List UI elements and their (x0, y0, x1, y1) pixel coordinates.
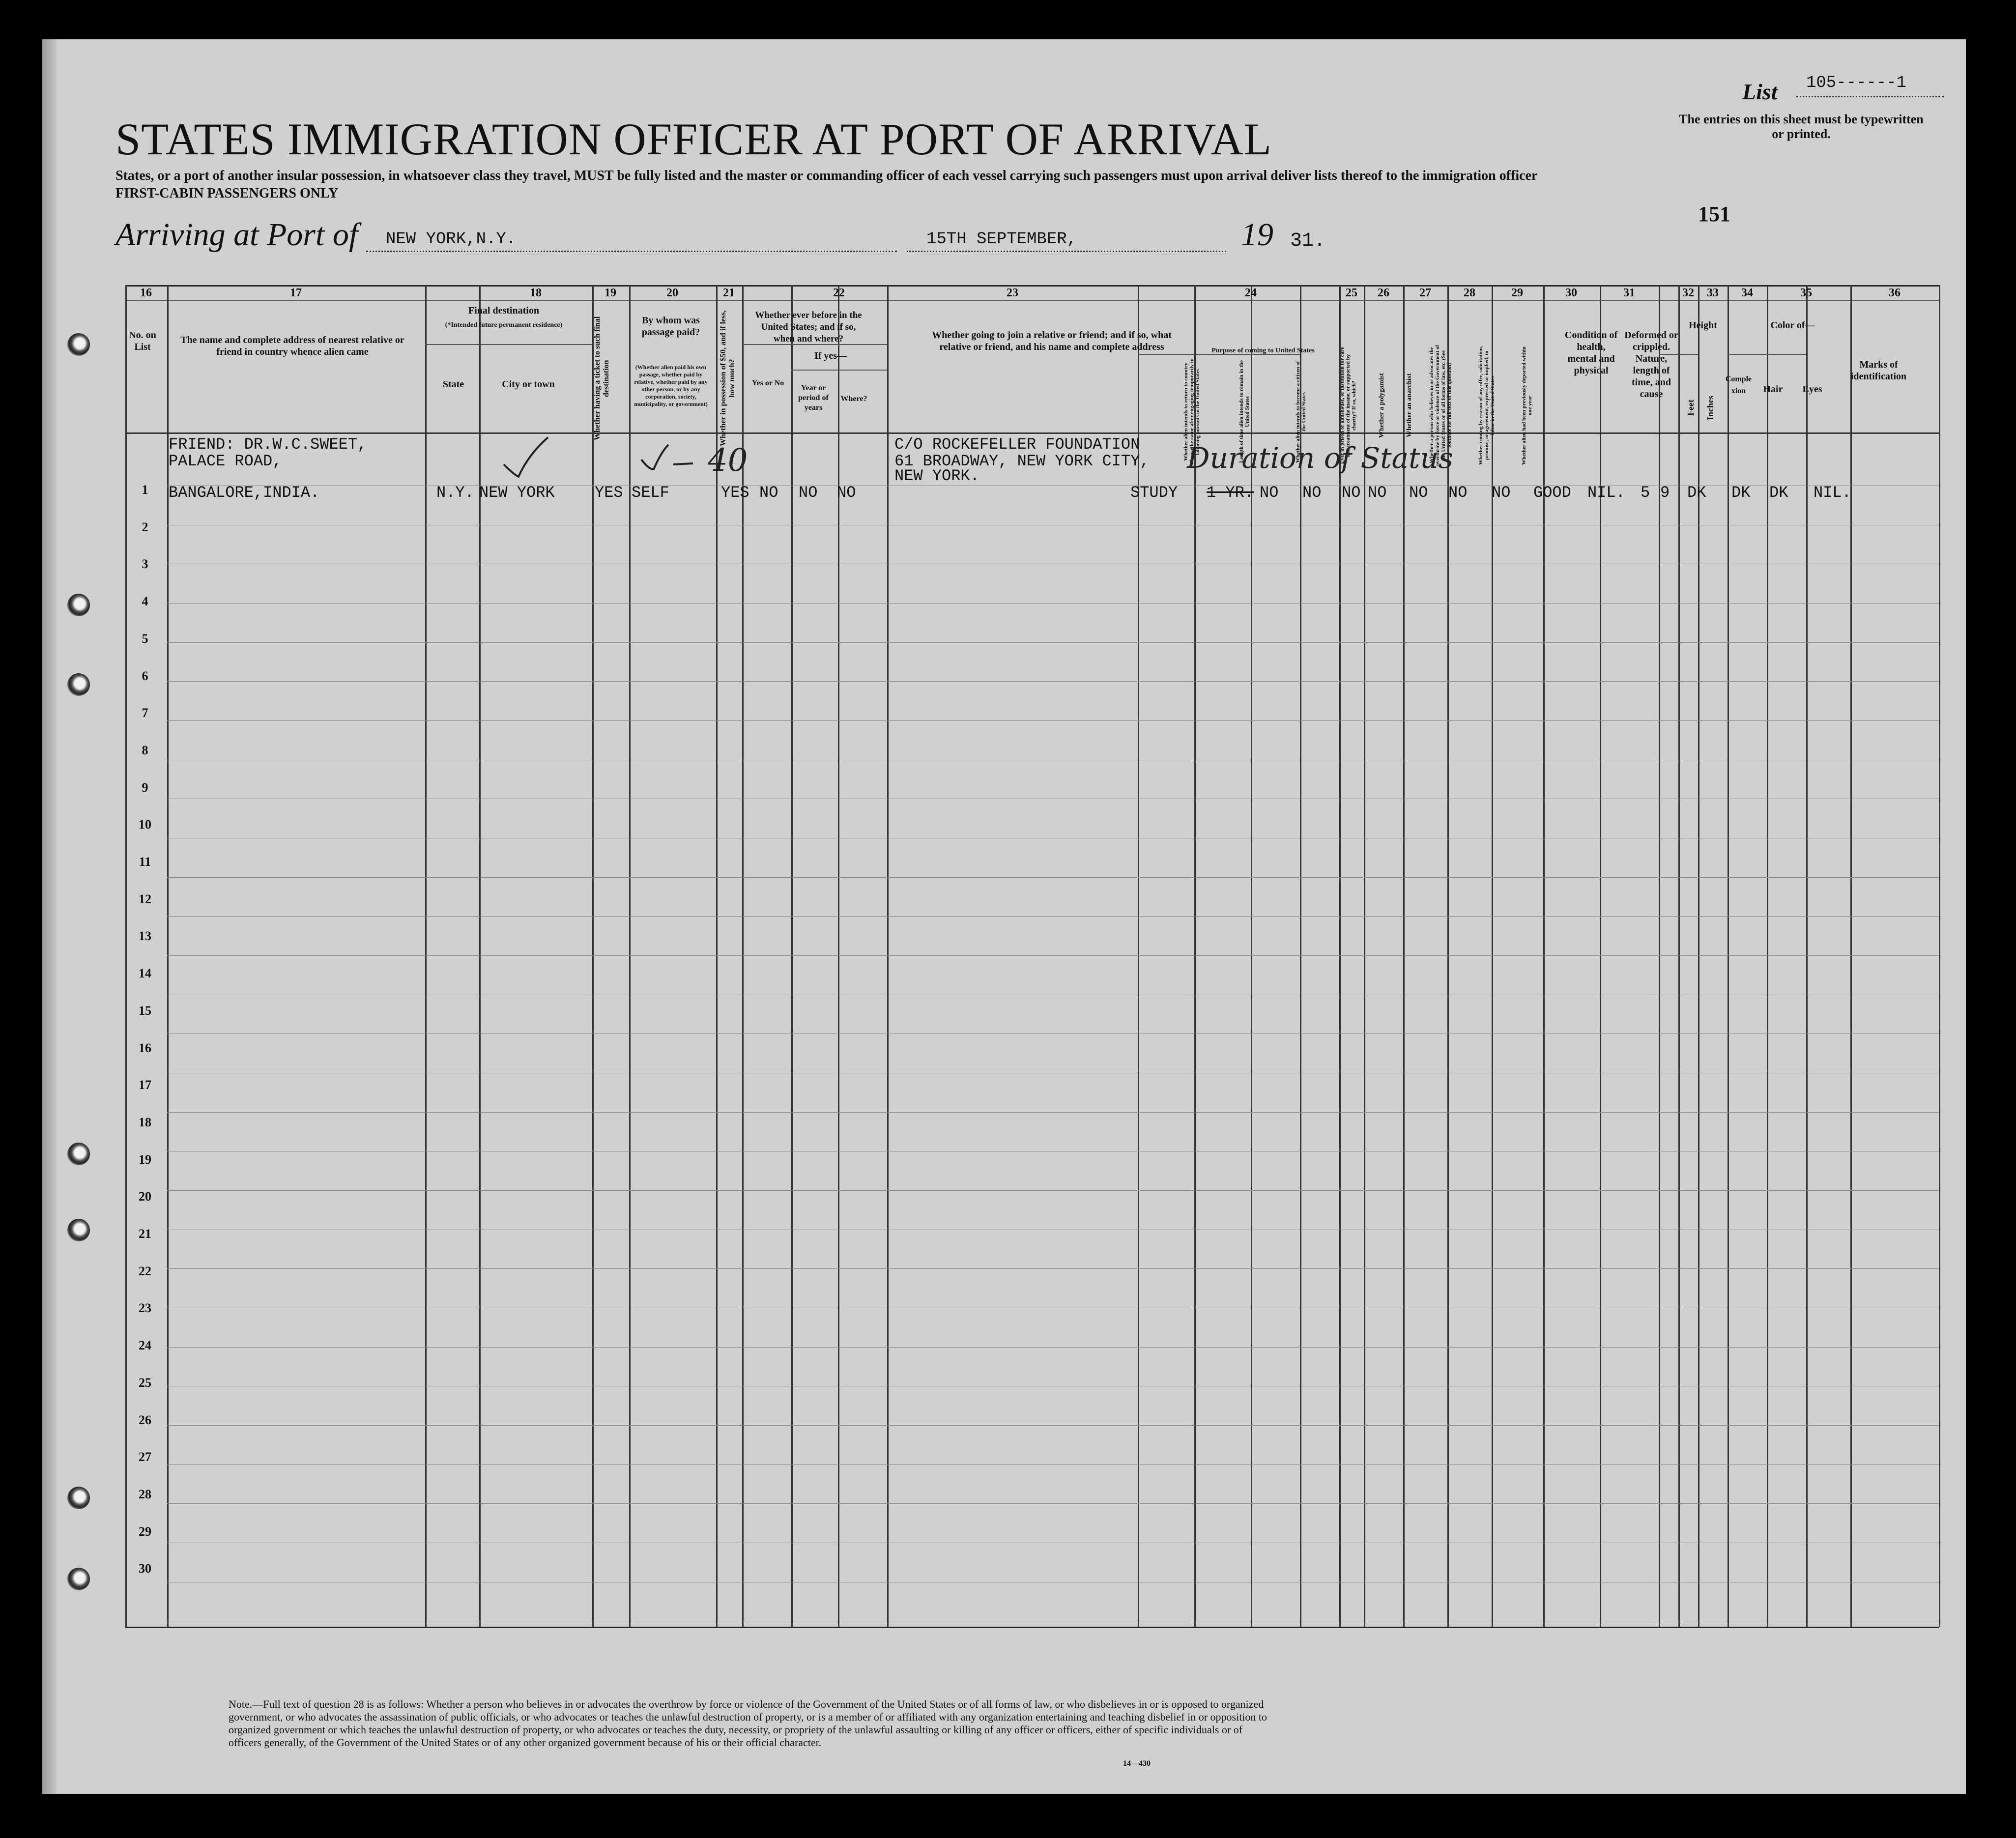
date-value: 15TH SEPTEMBER, (926, 230, 1077, 249)
entry-before-where: NO (837, 484, 856, 502)
row-number: 19 (139, 1152, 151, 1167)
entry-money-handwritten: 40 (708, 442, 748, 479)
row-number: 18 (139, 1115, 151, 1129)
entry-paid-by: SELF (632, 484, 669, 502)
year-prefix: 19 (1241, 217, 1273, 253)
entry-hair: DK (1731, 484, 1751, 502)
header-overthrow: Whether a person who believes in or advocates the overthrow by force or violence of the Government of the United States or of all forms of law, etc. (See footnote for full text of this question) (1429, 345, 1452, 466)
sheet-note: The entries on this sheet must be typewritten or printed. (1679, 112, 1924, 141)
entry-inches: 9 (1660, 484, 1670, 502)
grid-subheader-line (425, 344, 592, 345)
grid-row-line (167, 1347, 1939, 1348)
header-final-destination: Final destination (468, 305, 539, 316)
entry-joining-line2: 61 BROADWAY, NEW YORK CITY, (894, 452, 1150, 470)
row-number: 29 (139, 1524, 151, 1539)
entry-before-year: NO (799, 484, 818, 502)
date-line (907, 251, 1226, 252)
row-number: 20 (139, 1189, 151, 1204)
header-contract: Whether coming by reason of any offer, solicitation, promise, or agreement, expressed or implied, to labor in the United States (1478, 345, 1496, 465)
entry-money: YES (721, 484, 749, 502)
entry-before-yes-no: NO (759, 484, 778, 502)
row-number: 4 (142, 594, 148, 608)
port-value: NEW YORK,N.Y. (386, 230, 517, 249)
header-ticket: Whether having a ticket to such final destination (593, 316, 610, 441)
list-line (1796, 96, 1944, 97)
row-number: 17 (139, 1078, 151, 1092)
column-number: 28 (1464, 287, 1475, 299)
row-number: 9 (142, 780, 148, 795)
column-number: 23 (1007, 287, 1018, 299)
entry-purpose-length: 1 YR. (1207, 484, 1254, 502)
header-relative-address: The name and complete address of nearest relative or friend in country whence alien came (180, 335, 404, 357)
row-number: 16 (139, 1041, 151, 1055)
grid-column-line (1939, 285, 1940, 1627)
column-number: 34 (1741, 287, 1753, 299)
header-height: Height (1689, 320, 1717, 331)
header-joining: Whether going to join a relative or friend; and if so, what relative or friend, and his name and complete address (932, 330, 1172, 352)
grid-top-line (125, 285, 1939, 287)
grid-subheader-line (1728, 354, 1806, 355)
binder-hole (67, 1487, 90, 1509)
header-final-destination-note: (*Intended future permanent residence) (445, 321, 563, 329)
header-money: Whether in possession of $50, and if less, how much? (719, 310, 736, 447)
binder-hole (67, 1568, 90, 1590)
column-number: 18 (530, 287, 542, 299)
column-number: 16 (140, 287, 152, 299)
header-before-in-us: Whether ever before in the United States; and if so, when and where? (755, 310, 862, 344)
binder-hole (67, 1143, 90, 1165)
check-mark (499, 435, 553, 479)
header-prison: Ever in prison or almshouse, or institution for care and treatment of the insane, or supported by charity? If so, which? (1339, 347, 1357, 464)
header-hair: Hair (1763, 384, 1783, 395)
grid-row-line (167, 1112, 1939, 1113)
row-number: 23 (139, 1301, 151, 1315)
entry-purpose-citizen: NO (1260, 484, 1279, 502)
header-passage-paid: By whom was passage paid? (641, 315, 700, 338)
header-polygamist: Whether a polygamist (1378, 373, 1385, 438)
column-number: 32 (1682, 287, 1694, 299)
row-number: 28 (139, 1487, 151, 1501)
header-deformed: Deformed or crippled. Nature, length of time, and cause (1624, 330, 1678, 400)
row-number: 15 (139, 1004, 151, 1018)
column-number: 22 (833, 287, 845, 299)
grid-column-line (125, 285, 127, 1627)
entry-contract: NO (1448, 484, 1468, 502)
header-anarchist: Whether an anarchist (1406, 373, 1413, 438)
entry-relative-line2: PALACE ROAD, (169, 452, 282, 470)
row-number: 12 (139, 892, 151, 906)
column-number: 24 (1245, 287, 1257, 299)
header-purpose-citizen: Whether alien intends to become a citizen of the United States (1295, 361, 1307, 463)
column-number: 19 (605, 287, 616, 299)
header-city: City or town (502, 379, 555, 390)
grid-row-line (167, 916, 1939, 917)
grid-number-row-line (125, 300, 1939, 301)
entry-joining-line3: NEW YORK. (894, 467, 979, 485)
entry-polygamist: NO (1342, 484, 1361, 502)
entry-feet: 5 (1641, 484, 1650, 502)
entry-joining-line1: C/O ROCKEFELLER FOUNDATION (894, 435, 1140, 454)
binder-hole (67, 1219, 90, 1241)
instructions-text: States, or a port of another insular possession, in whatsoever class they travel, MUST be fully listed and the master or commanding officer of each vessel carrying such passengers must upon arrival deliver lists thereof to the immigration officer (115, 168, 1538, 183)
entry-purpose-return: STUDY (1130, 484, 1178, 502)
row-number: 11 (139, 855, 151, 869)
sheet-title: STATES IMMIGRATION OFFICER AT PORT OF ARRIVAL (115, 114, 1272, 164)
arriving-label: Arriving at Port of (115, 217, 358, 253)
entry-relative-line1: FRIEND: DR.W.C.SWEET, (169, 435, 367, 454)
row-number: 22 (139, 1264, 151, 1278)
header-yes-or-no: Yes or No (751, 379, 784, 387)
entry-complexion: DK (1687, 484, 1706, 502)
grid-header-bottom-line (125, 432, 1939, 434)
header-if-yes: If yes— (814, 350, 847, 361)
row-number: 8 (142, 743, 148, 757)
row-number: 30 (139, 1561, 151, 1576)
row-number: 25 (139, 1376, 151, 1390)
row-number: 21 (139, 1227, 151, 1241)
header-feet: Feet (1686, 400, 1696, 416)
page-number: 151 (1698, 202, 1730, 226)
grid-subheader-line (791, 370, 887, 371)
header-purpose-length: Length of time alien intends to remain in the United States (1238, 360, 1250, 463)
header-eyes: Eyes (1802, 384, 1822, 395)
grid-row-line (167, 955, 1939, 956)
header-state: State (442, 379, 464, 390)
header-no-on-list: No. on List (129, 330, 156, 352)
binder-hole (67, 673, 90, 696)
entry-overthrow: NO (1409, 484, 1428, 502)
class-note: FIRST-CABIN PASSENGERS ONLY (115, 186, 339, 201)
grid-row-line (167, 1190, 1939, 1191)
grid-row-line (167, 877, 1939, 878)
header-health: Condition of health, mental and physical (1564, 330, 1618, 376)
header-complexion: Complexion (1725, 375, 1752, 395)
header-where: Where? (840, 395, 867, 403)
row-number: 2 (142, 520, 148, 534)
header-passage-paid-note: (Whether alien paid his own passage, whether paid by relative, whether paid by any other person, or by any corporation, society, municipality, or government) (634, 364, 708, 407)
entry-city: NEW YORK (479, 484, 555, 502)
column-number: 36 (1889, 287, 1901, 299)
column-number: 21 (723, 287, 735, 299)
entry-relative-line3: BANGALORE,INDIA. (169, 484, 320, 502)
grid-row-line (167, 1425, 1939, 1426)
instructions (115, 167, 1737, 202)
list-label: List (1742, 79, 1778, 104)
row-number: 10 (139, 817, 151, 832)
entry-anarchist: NO (1368, 484, 1387, 502)
entry-ticket: YES (595, 484, 623, 502)
grid-row-line (167, 681, 1939, 682)
column-number: 33 (1707, 287, 1719, 299)
entry-prison: NO (1302, 484, 1322, 502)
row-number: 5 (142, 632, 148, 646)
row-number: 26 (139, 1413, 151, 1427)
row-number: 1 (142, 483, 148, 497)
row-number: 27 (139, 1450, 151, 1464)
entry-state: N.Y. (436, 484, 474, 502)
header-deported: Whether alien had been previously deported within one year (1521, 346, 1533, 465)
entry-deformed: NIL. (1587, 484, 1625, 502)
manifest-sheet (42, 39, 1966, 1794)
footnote: Note.—Full text of question 28 is as follows: Whether a person who believes in or advocates the overthrow by force or violence of the Government of the United States or of all forms of law, or who disbelieves in or is opposed to organized government, or who advocates the assassination of public officials, or who advocates or teaches the unlawful destruction of property, or is a member of or affiliated with any organization entertaining and teaching disbelief in or opposition to organized government or which teaches the unlawful destruction of property, or who advocates or teaches the duty, necessity, or propriety of the unlawful assaulting or killing of any officer or officers, either of specific individuals or of officers generally, of the Government of the United States or of any other organized government because of his or their official character. (229, 1698, 1267, 1749)
entry-eyes: DK (1769, 484, 1788, 502)
check-mark (639, 440, 698, 474)
row-number: 13 (139, 929, 151, 943)
binder-hole (67, 333, 90, 356)
row-number: 3 (142, 557, 148, 571)
row-number: 7 (142, 706, 148, 720)
grid-row-line (167, 1503, 1939, 1504)
column-number: 25 (1346, 287, 1357, 299)
entry-marks: NIL. (1814, 484, 1851, 502)
grid-row-line (167, 642, 1939, 643)
entry-length-handwritten: Duration of Status (1187, 441, 1453, 475)
grid-row-line (167, 720, 1939, 721)
header-year-period: Year or period of years (798, 384, 829, 412)
form-code: 14—430 (1123, 1759, 1151, 1768)
column-number: 31 (1623, 287, 1635, 299)
row-number: 6 (142, 669, 148, 683)
list-value: 105------1 (1806, 74, 1907, 92)
header-purpose-return: Whether alien intends to return to country whence he came after engaging temporarily in laboring pursuits in the United States (1183, 358, 1201, 465)
page-edge (42, 39, 57, 1794)
column-number: 27 (1419, 287, 1431, 299)
column-number: 29 (1511, 287, 1523, 299)
row-number: 14 (139, 966, 151, 980)
entry-health: GOOD (1533, 484, 1571, 502)
header-inches: Inches (1705, 396, 1715, 421)
column-number: 30 (1565, 287, 1577, 299)
entry-deported: NO (1492, 484, 1511, 502)
row-number: 24 (139, 1338, 151, 1352)
column-number: 26 (1378, 287, 1389, 299)
grid-row-line (167, 1268, 1939, 1269)
year-value: 31. (1290, 230, 1326, 252)
column-number: 17 (290, 287, 302, 299)
column-number: 35 (1800, 287, 1812, 299)
binder-hole (67, 594, 90, 616)
column-number: 20 (666, 287, 678, 299)
header-purpose: Purpose of coming to United States (1211, 347, 1315, 354)
port-line (366, 251, 897, 252)
header-color-of: Color of— (1770, 320, 1815, 331)
grid-bottom-line (125, 1627, 1939, 1628)
header-marks: Marks of identification (1850, 359, 1907, 382)
